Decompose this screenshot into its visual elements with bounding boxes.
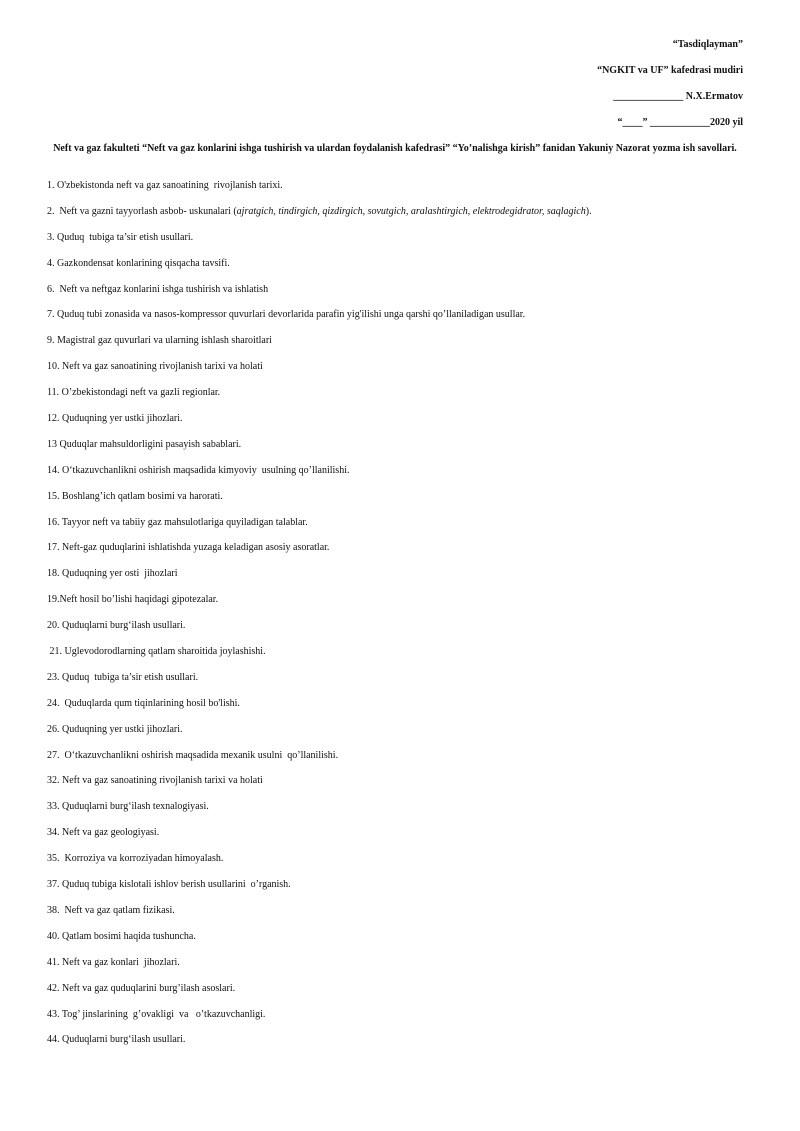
question-item: 26. Quduqning yer ustki jihozlari. bbox=[47, 723, 183, 735]
question-item: 41. Neft va gaz konlari jihozlari. bbox=[47, 956, 180, 968]
question-item: 20. Quduqlarni burg‘ilash usullari. bbox=[47, 620, 186, 632]
question-item: 11. O’zbekistondagi neft va gazli regionlar. bbox=[47, 387, 221, 399]
question-item: 6. Neft va neftgaz konlarini ishga tushirish va ishlatish bbox=[47, 283, 269, 295]
question-item: 15. Boshlang’ich qatlam bosimi va harorati. bbox=[47, 490, 223, 502]
question-item: 12. Quduqning yer ustki jihozlari. bbox=[47, 413, 183, 425]
question-text-end: ). bbox=[585, 205, 592, 217]
approval-line-2: “NGKIT va UF” kafedrasi mudiri bbox=[597, 65, 743, 76]
question-item: 32. Neft va gaz sanoatining rivojlanish tarixi va holati bbox=[47, 775, 263, 787]
question-item: 14. O‘tkazuvchanlikni oshirish maqsadida kimyoviy usulning qo’llanilishi. bbox=[47, 464, 350, 476]
question-item: 4. Gazkondensat konlarining qisqacha tavsifi. bbox=[47, 257, 230, 269]
question-item: 9. Magistral gaz quvurlari va ularning ishlash sharoitlari bbox=[47, 335, 272, 347]
approval-line-1: “Tasdiqlayman” bbox=[672, 39, 743, 50]
question-item: 3. Quduq tubiga ta’sir etish usullari. bbox=[47, 231, 194, 243]
question-item: 13 Quduqlar mahsuldorligini pasayish sabablari. bbox=[47, 438, 242, 450]
question-item: 34. Neft va gaz geologiyasi. bbox=[47, 827, 160, 839]
approval-line-3: ______________ N.X.Ermatov bbox=[613, 91, 743, 102]
question-item: 24. Quduqlarda qum tiqinlarining hosil bo'lishi. bbox=[47, 697, 240, 709]
question-item: 44. Quduqlarni burg‘ilash usullari. bbox=[47, 1034, 186, 1046]
question-item: 17. Neft-gaz quduqlarini ishlatishda yuzaga keladigan asosiy asoratlar. bbox=[47, 542, 330, 554]
question-italic-text: ajratgich, tindirgich, qizdirgich, sovutgich, aralashtirgich, elektrodegidrator, saqlagich bbox=[236, 205, 586, 217]
document-title: Neft va gaz fakulteti “Neft va gaz konlarini ishga tushirish va ulardan foydalanish kafedrasi” “Yo’nalishga kirish” fanidan Yakuniy Nazorat yozma ish savollari. bbox=[53, 143, 737, 154]
question-item: 23. Quduq tubiga ta’sir etish usullari. bbox=[47, 671, 199, 683]
question-item: 40. Qatlam bosimi haqida tushuncha. bbox=[47, 930, 196, 942]
question-item: 35. Korroziya va korroziyadan himoyalash. bbox=[47, 853, 224, 865]
question-item: 33. Quduqlarni burg‘ilash texnalogiyasi. bbox=[47, 801, 209, 813]
approval-block bbox=[597, 38, 743, 142]
question-item bbox=[47, 205, 747, 231]
question-item: 10. Neft va gaz sanoatining rivojlanish tarixi va holati bbox=[47, 361, 263, 373]
question-item: 27. O‘tkazuvchanlikni oshirish maqsadida mexanik usulni qo’llanilishi. bbox=[47, 749, 339, 761]
question-item: 1. O'zbekistonda neft va gaz sanoatining rivojlanish tarixi. bbox=[47, 180, 283, 191]
question-item: 18. Quduqning yer osti jihozlari bbox=[47, 568, 178, 580]
question-item: 21. Uglevodorodlarning qatlam sharoitida joylashishi. bbox=[47, 646, 266, 658]
question-list bbox=[47, 179, 747, 1059]
question-item: 16. Tayyor neft va tabiiy gaz mahsulotlariga quyiladigan talablar. bbox=[47, 516, 308, 528]
approval-line-4: “____” ____________2020 yil bbox=[617, 117, 743, 128]
question-item: 43. Tog’ jinslarining g’ovakligi va o’tkazuvchanligi. bbox=[47, 1008, 266, 1020]
question-item: 42. Neft va gaz quduqlarini burg’ilash asoslari. bbox=[47, 982, 236, 994]
question-item: 7. Quduq tubi zonasida va nasos-kompressor quvurlari devorlarida parafin yig'ilishi unga qarshi qo’llaniladigan usullar. bbox=[47, 309, 526, 321]
question-item: 38. Neft va gaz qatlam fizikasi. bbox=[47, 904, 175, 916]
question-item: 37. Quduq tubiga kislotali ishlov berish usullarini o’rganish. bbox=[47, 879, 291, 891]
question-item: 19.Neft hosil bo’lishi haqidagi gipotezalar. bbox=[47, 594, 219, 606]
question-text: 2. Neft va gazni tayyorlash asbob- uskunalari ( bbox=[47, 205, 237, 217]
